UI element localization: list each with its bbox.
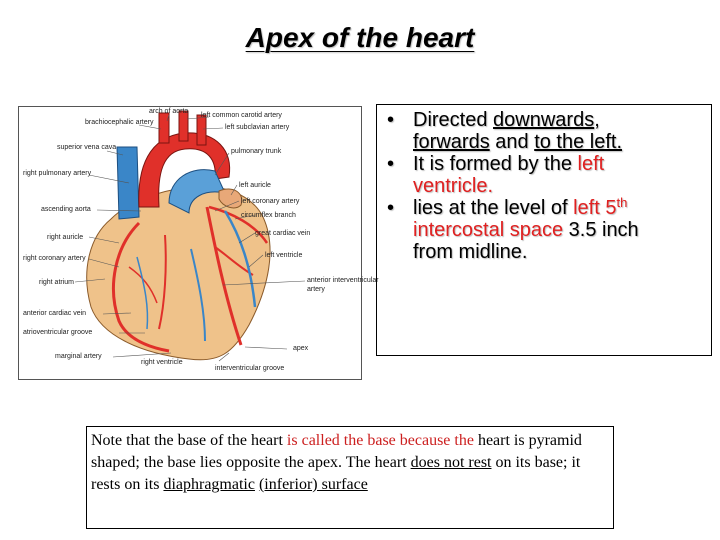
- label-marginal-artery: marginal artery: [55, 353, 102, 360]
- label-ascending-aorta: ascending aorta: [41, 206, 91, 213]
- label-great-cardiac-vein: great cardiac vein: [255, 230, 311, 237]
- label-circumflex-branch: circumflex branch: [241, 212, 296, 219]
- label-right-atrium: right atrium: [39, 279, 75, 286]
- label-left-auricle: left auricle: [239, 182, 271, 189]
- label-superior-vena-cava: superior vena cava: [57, 144, 117, 151]
- bullet-formed-by: • It is formed by the left ventricle.: [387, 153, 605, 197]
- apex-facts-box: [376, 104, 712, 356]
- label-right-auricle: right auricle: [47, 234, 84, 241]
- label-right-coronary-artery: right coronary artery: [23, 255, 86, 262]
- label-apex: apex: [293, 345, 309, 352]
- label-right-pulmonary-artery: right pulmonary artery: [23, 170, 92, 177]
- base-of-heart-note: Note that the base of the heart is called the base because the heart is pyramid shaped; the base lies opposite the apex. The heart does not rest on its base; it rests on its diaphragmatic (inferior) surface: [86, 426, 614, 529]
- bullet-dot: •: [387, 153, 395, 175]
- label-arch-of-aorta: arch of aorta: [149, 108, 189, 115]
- label-pulmonary-trunk: pulmonary trunk: [231, 148, 282, 155]
- bullet-level: • lies at the level of left 5th intercostal space 3.5 inch from midline.: [387, 195, 639, 263]
- label-atrioventricular-groove: atrioventricular groove: [23, 329, 93, 336]
- heart-illustration: [19, 107, 379, 379]
- label-anterior-interventricular-2: artery: [307, 286, 325, 293]
- label-right-ventricle: right ventricle: [141, 359, 183, 366]
- label-left-coronary-artery: left coronary artery: [241, 198, 300, 205]
- bullet-direction: • Directed downwards, forwards and to the left.: [387, 109, 623, 153]
- label-anterior-interventricular: anterior interventricular: [307, 277, 379, 284]
- carotid-vessel: [179, 111, 188, 141]
- brachiocephalic-vessel: [159, 113, 169, 143]
- subclavian-vessel: [197, 115, 206, 145]
- label-anterior-cardiac-vein: anterior cardiac vein: [23, 310, 87, 317]
- label-left-subclavian: left subclavian artery: [225, 124, 290, 131]
- label-left-common-carotid: left common carotid artery: [201, 112, 282, 119]
- bullet-dot: •: [387, 197, 395, 219]
- heart-anatomy-figure: [18, 106, 379, 380]
- label-brachiocephalic: brachiocephalic artery: [85, 119, 154, 126]
- bullet-dot: •: [387, 109, 395, 131]
- label-left-ventricle: left ventricle: [265, 252, 303, 259]
- slide-title: Apex of the heart: [245, 22, 475, 53]
- label-interventricular-groove: interventricular groove: [215, 365, 285, 372]
